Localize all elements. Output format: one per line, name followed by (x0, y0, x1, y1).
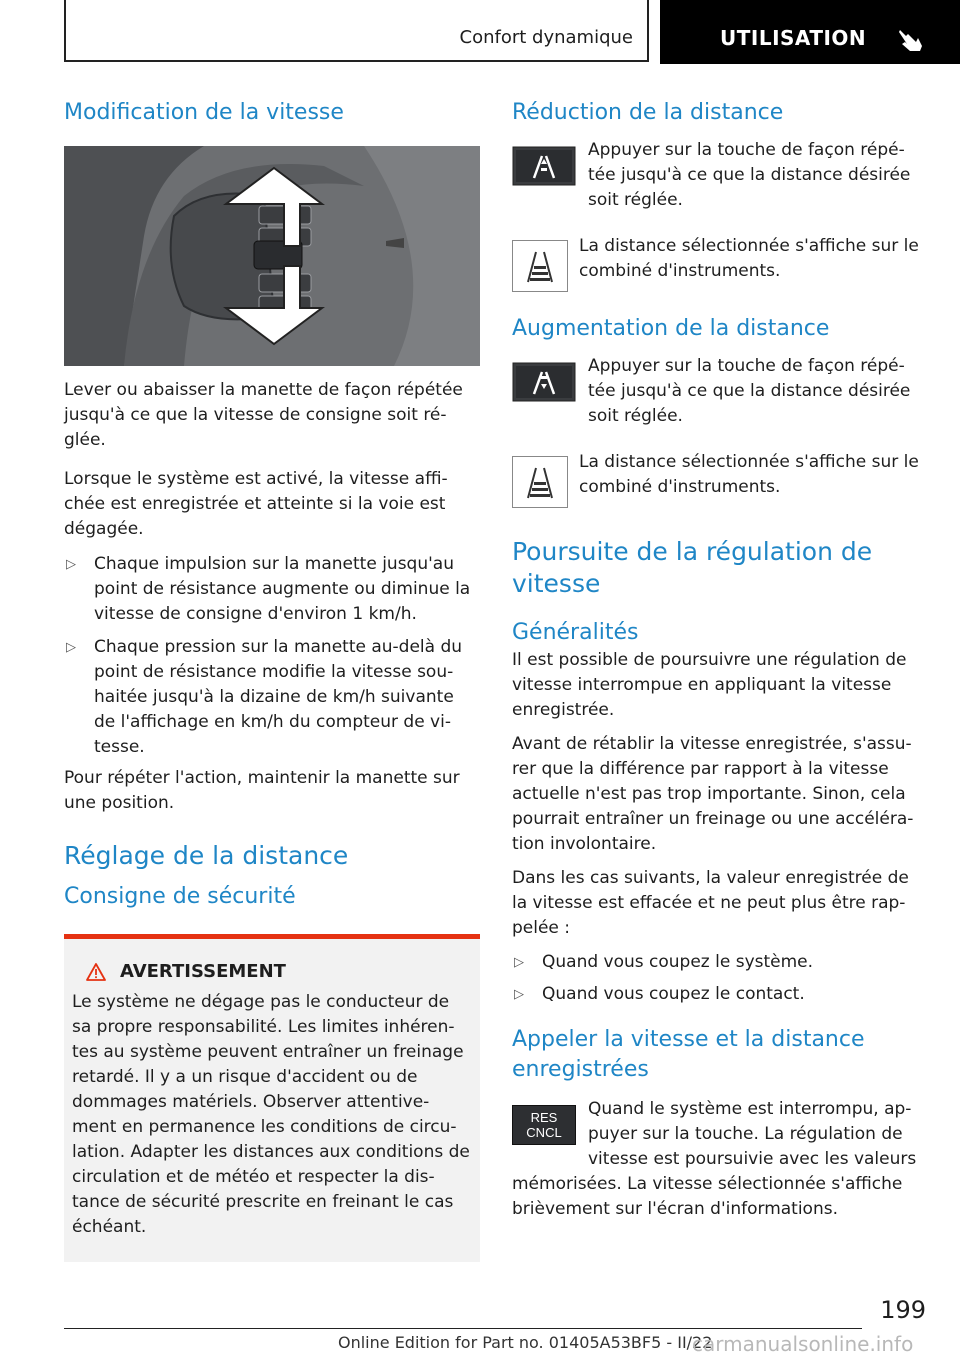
distance-reduce-button-icon (512, 146, 576, 186)
increase-text-1: Appuyer sur la touche de façon répé-tée jusqu'à ce que la distance désirée soit réglée. (588, 356, 911, 426)
increase-text-2: La distance sélectionnée s'affiche sur le combiné d'instruments. (579, 452, 919, 497)
heading-recall-stored: Appeler la vitesse et la distance enregistrées (512, 1027, 865, 1082)
paragraph-speed-1: Lever ou abaisser la manette de façon répétée jusqu'à ce que la vitesse de consigne soit ré-glée. (64, 380, 463, 450)
steering-wheel-lever-icon (64, 146, 480, 366)
distance-display-icon (512, 240, 568, 292)
list-item: ▷ Quand vous coupez le contact. (512, 982, 928, 1007)
footer-divider (64, 1328, 862, 1329)
triangle-bullet-icon: ▷ (514, 955, 524, 970)
warning-box (64, 934, 480, 1262)
header-section-title: Confort dynamique (459, 27, 633, 48)
left-column (64, 98, 480, 1262)
heading-distance-reduction: Réduction de la distance (512, 100, 784, 125)
increase-button-row (512, 354, 928, 434)
recall-text-a: Quand le système est interrompu, ap-puyer sur la touche. La régulation de vitesse est poursuivie avec les valeurs (588, 1099, 917, 1169)
distance-display-icon (512, 456, 568, 508)
increase-display-row (512, 450, 928, 514)
heading-distance-increase: Augmentation de la distance (512, 316, 830, 341)
reduce-text-2: La distance sélectionnée s'affiche sur le combiné d'instruments. (579, 236, 919, 281)
page-number: 199 (880, 1296, 926, 1324)
heading-general: Généralités (512, 620, 639, 645)
triangle-bullet-icon: ▷ (66, 640, 76, 655)
paragraph-repeat: Pour répéter l'action, maintenir la manette sur une position. (64, 768, 460, 813)
header-chapter-box (660, 0, 960, 64)
warning-text: Le système ne dégage pas le conducteur de sa propre responsabilité. Les limites inhéren-tes au système peuvent entraîner un freinage retardé. Il y a un risque d'accident ou de dommages matériels. Observer attentive-ment en permanence les conditions de circu-lation. Adapter les distances aux conditions de circulation et de météo et respecter la dis-tance de sécurité prescrite en freinant le cas échéant. (72, 992, 470, 1237)
pointing-hand-icon (896, 24, 924, 52)
res-cncl-button-icon: RES CNCL (512, 1105, 576, 1145)
list-item: ▷ Chaque pression sur la manette au-delà du point de résistance modifie la vitesse sou-haitée jusqu'à la dizaine de km/h suivante de l'affichage en km/h du compteur de vi-tesse. (66, 637, 463, 757)
heading-continue-regulation: Poursuite de la régulation de vitesse (512, 537, 873, 598)
right-column (512, 98, 928, 1222)
triangle-bullet-icon: ▷ (66, 557, 76, 572)
recall-text-b: mémorisées. La vitesse sélectionnée s'affiche brièvement sur l'écran d'informations. (512, 1174, 903, 1219)
warning-triangle-icon (86, 963, 106, 981)
recall-button-row (512, 1097, 928, 1222)
footer-edition: Online Edition for Part no. 01405A53BF5 - II/22 (338, 1333, 713, 1352)
steering-wheel-illustration (64, 146, 480, 366)
heading-distance-setting: Réglage de la distance (64, 841, 349, 870)
distance-increase-button-icon (512, 362, 576, 402)
general-paragraph-1: Il est possible de poursuivre une régulation de vitesse interrompue en appliquant la vitesse enregistrée. (512, 650, 907, 720)
general-paragraph-2: Avant de rétablir la vitesse enregistrée, s'assu-rer que la différence par rapport à la vitesse actuelle n'est pas trop importante. Sinon, cela pourrait entraîner un freinage ou une accéléra-tion involontaire. (512, 734, 914, 854)
paragraph-speed-2: Lorsque le système est activé, la vitesse affi-chée est enregistrée et atteinte si la voie est dégagée. (64, 469, 448, 539)
triangle-bullet-icon: ▷ (514, 987, 524, 1002)
warning-title: AVERTISSEMENT (120, 961, 286, 982)
heading-safety-notice: Consigne de sécurité (64, 884, 296, 909)
watermark: carmanualsonline.info (692, 1332, 914, 1356)
general-paragraph-3: Dans les cas suivants, la valeur enregistrée de la vitesse est effacée et ne peut plus être rap-pelée : (512, 868, 909, 938)
header-chapter-title: UTILISATION (720, 26, 867, 50)
heading-speed-modification: Modification de la vitesse (64, 100, 344, 125)
list-item: ▷ Chaque impulsion sur la manette jusqu'au point de résistance augmente ou diminue la vitesse de consigne d'environ 1 km/h. (66, 554, 471, 624)
header-section-box (64, 0, 649, 62)
reduce-display-row (512, 234, 928, 298)
reduce-text-1: Appuyer sur la touche de façon répé-tée jusqu'à ce que la distance désirée soit réglée. (588, 140, 911, 210)
reduce-button-row (512, 138, 928, 218)
list-item: ▷ Quand vous coupez le système. (512, 950, 928, 975)
